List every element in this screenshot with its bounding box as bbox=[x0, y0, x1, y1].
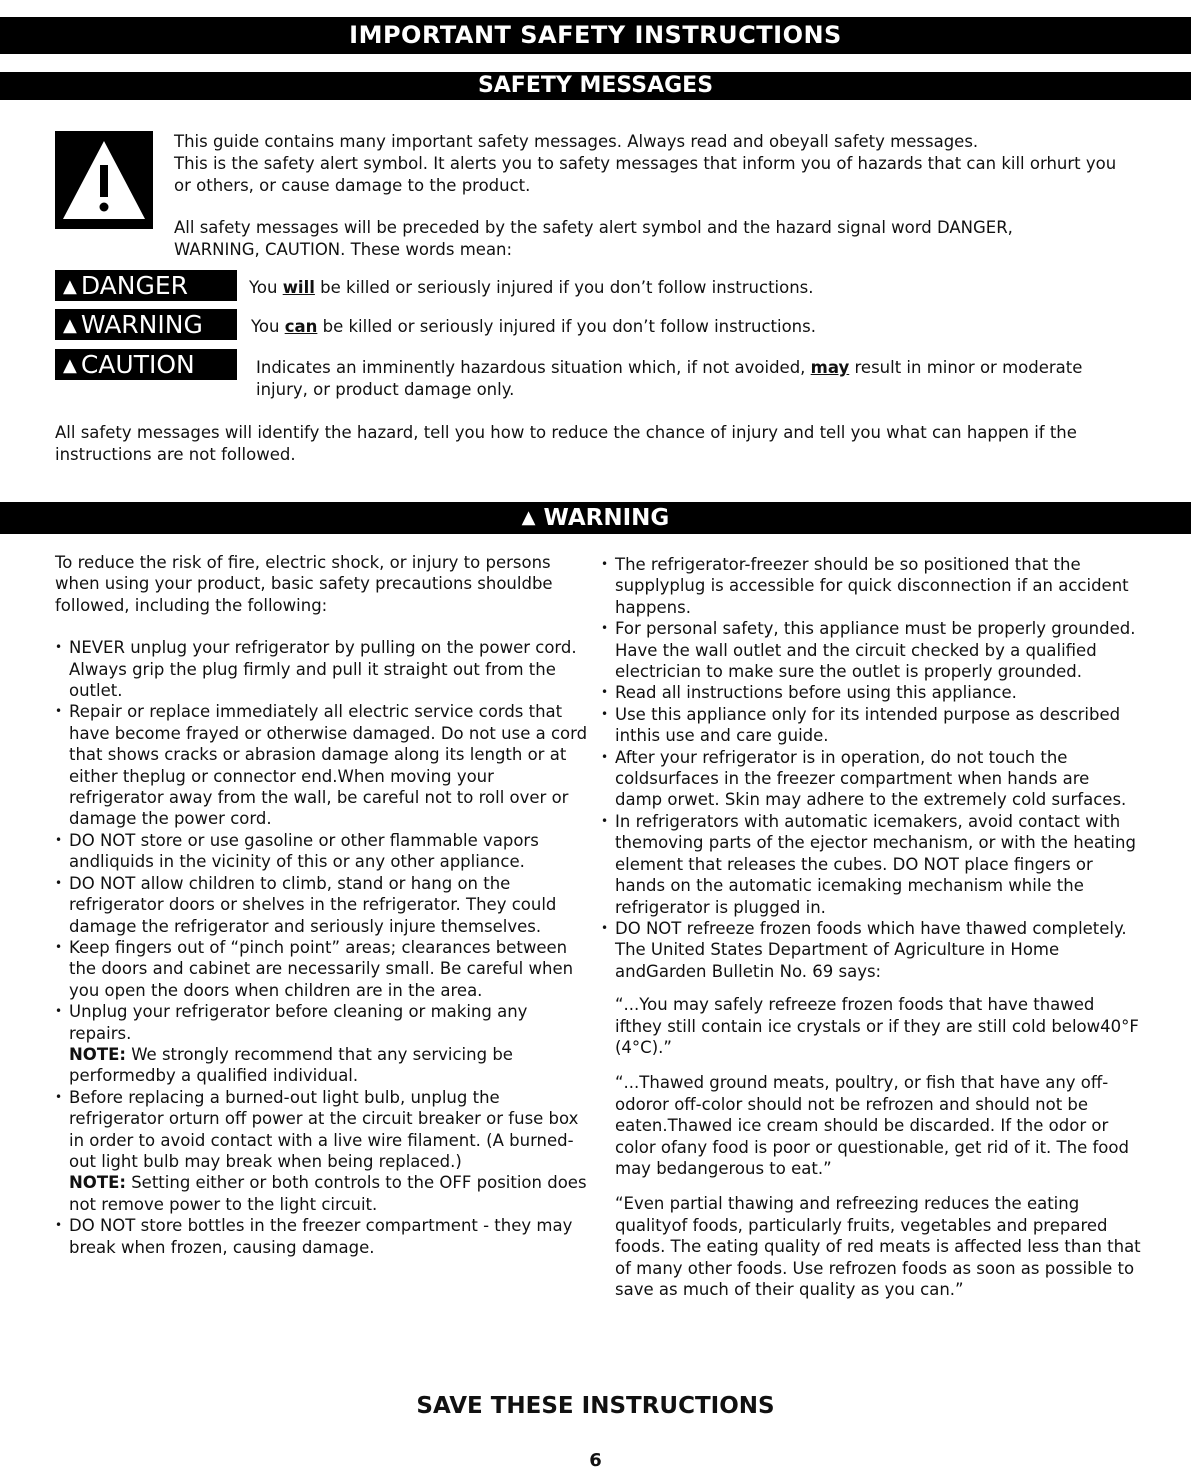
list-item: • Repair or replace immediately all electric service cords that have become frayed or otherwise damaged. Do not use a cord that shows cracks or abrasion damage along its length or at either theplug or connector end.When moving your refrigerator away from the wall, be careful not to roll over or damage the power cord. bbox=[55, 701, 590, 829]
danger-word: DANGER bbox=[80, 271, 188, 300]
list-item: • NEVER unplug your refrigerator by pulling on the power cord. Always grip the plug firmly and pull it straight out from the outlet. bbox=[55, 637, 590, 701]
save-instructions-heading: SAVE THESE INSTRUCTIONS bbox=[416, 1393, 775, 1419]
left-bullet-list bbox=[55, 637, 590, 1258]
right-column bbox=[601, 554, 1141, 1300]
list-item: • Read all instructions before using this appliance. bbox=[601, 682, 1141, 703]
warning-section-header bbox=[0, 502, 1191, 534]
alert-triangle-icon: ▲ bbox=[63, 355, 77, 376]
warning-label bbox=[55, 309, 237, 340]
warning-description: You can be killed or seriously injured if you don’t follow instructions. bbox=[251, 317, 816, 336]
caution-label bbox=[55, 349, 237, 380]
list-item: • For personal safety, this appliance must be properly grounded. Have the wall outlet and the circuit checked by a qualified electrician to make sure the outlet is properly grounded. bbox=[601, 618, 1141, 682]
list-item: • DO NOT refreeze frozen foods which have thawed completely. The United States Department of Agriculture in Home andGarden Bulletin No. 69 says: bbox=[601, 918, 1141, 982]
usda-quote-2: “...Thawed ground meats, poultry, or fish that have any off-odoror off-color should not be refrozen and should not be eaten.Thawed ice cream should be discarded. If the odor or color ofany food is poor or questionable, get rid of it. The food may bedangerous to eat.” bbox=[615, 1073, 1129, 1178]
page-number: 6 bbox=[589, 1450, 602, 1471]
left-column bbox=[55, 552, 590, 1258]
warning-triangle-icon bbox=[55, 131, 153, 229]
list-item: • In refrigerators with automatic icemakers, avoid contact with themoving parts of the ejector mechanism, or with the heating element that releases the cubes. DO NOT place fingers or hands on the automatic icemaking mechanism while the refrigerator is plugged in. bbox=[601, 811, 1141, 918]
danger-label bbox=[55, 270, 237, 301]
identify-hazard-text: All safety messages will identify the hazard, tell you how to reduce the chance of injury and tell you what can happen if the instructions are not followed. bbox=[55, 423, 1077, 464]
page-title: IMPORTANT SAFETY INSTRUCTIONS bbox=[0, 17, 1191, 54]
usda-quote-1: “...You may safely refreeze frozen foods that have thawed ifthey still contain ice crystals or if they are still cold below40°F (4°C).” bbox=[615, 995, 1139, 1057]
list-item: • Use this appliance only for its intended purpose as described inthis use and care guide. bbox=[601, 704, 1141, 747]
list-item: • DO NOT store or use gasoline or other flammable vapors andliquids in the vicinity of this or any other appliance. bbox=[55, 830, 590, 873]
list-item: • DO NOT store bottles in the freezer compartment - they may break when frozen, causing damage. bbox=[55, 1215, 590, 1258]
intro-line-2: This is the safety alert symbol. It alerts you to safety messages that inform you of hazards that can kill orhurt you or others, or cause damage to the product. bbox=[174, 154, 1117, 195]
safety-alert-symbol bbox=[55, 131, 153, 229]
caution-description: Indicates an imminently hazardous situation which, if not avoided, may result in minor or moderate injury, or product damage only. bbox=[256, 358, 1083, 399]
section-title-safety-messages: SAFETY MESSAGES bbox=[0, 72, 1191, 100]
list-item: • Before replacing a burned-out light bulb, unplug the refrigerator orturn off power at the circuit breaker or fuse box in order to avoid contact with a live wire filament. (A burned-out light bulb may break when being replaced.) NOTE: Setting either or both controls to the OFF position does not remove power to the light circuit. bbox=[55, 1087, 590, 1215]
intro-line-3: All safety messages will be preceded by the safety alert symbol and the hazard signal word DANGER, WARNING, CAUTION. These words mean: bbox=[174, 218, 1013, 259]
list-item: • Keep fingers out of “pinch point” areas; clearances between the doors and cabinet are necessarily small. Be careful when you open the doors when children are in the area. bbox=[55, 937, 590, 1001]
danger-description: You will be killed or seriously injured if you don’t follow instructions. bbox=[249, 278, 814, 297]
list-item: • Unplug your refrigerator before cleaning or making any repairs. NOTE: We strongly recommend that any servicing be performedby a qualified individual. bbox=[55, 1001, 590, 1087]
list-item: • DO NOT allow children to climb, stand or hang on the refrigerator doors or shelves in the refrigerator. They could damage the refrigerator and seriously injure themselves. bbox=[55, 873, 590, 937]
alert-triangle-icon: ▲ bbox=[63, 315, 77, 336]
right-bullet-list bbox=[601, 554, 1141, 982]
list-item: • The refrigerator-freezer should be so positioned that the supplyplug is accessible for quick disconnection if an accident happens. bbox=[601, 554, 1141, 618]
caution-word: CAUTION bbox=[80, 350, 195, 379]
warning-word: WARNING bbox=[80, 310, 203, 339]
alert-triangle-icon: ▲ bbox=[521, 507, 536, 528]
alert-triangle-icon: ▲ bbox=[63, 276, 77, 297]
list-item: • After your refrigerator is in operation, do not touch the coldsurfaces in the freezer compartment when hands are damp orwet. Skin may adhere to the extremely cold surfaces. bbox=[601, 747, 1141, 811]
warning-header-label: WARNING bbox=[543, 505, 670, 531]
intro-line-1: This guide contains many important safety messages. Always read and obeyall safety messages. bbox=[174, 132, 979, 151]
left-intro: To reduce the risk of fire, electric shock, or injury to persons when using your product, basic safety precautions shouldbe followed, including the following: bbox=[55, 553, 553, 615]
usda-quote-3: “Even partial thawing and refreezing reduces the eating qualityof foods, particularly fruits, vegetables and prepared foods. The eating quality of red meats is affected less than that of many other foods. Use refrozen foods as soon as possible to save as much of their quality as you can.” bbox=[615, 1194, 1141, 1299]
